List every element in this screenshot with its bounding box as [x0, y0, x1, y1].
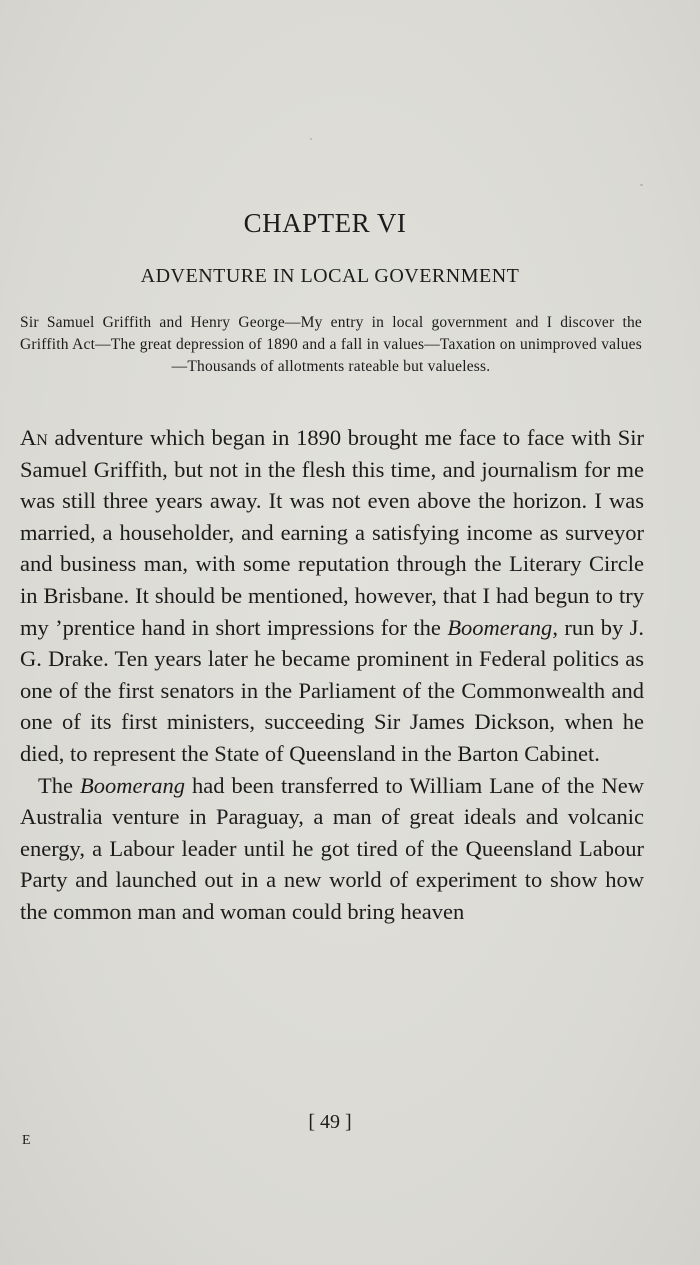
paragraph-2-start: The — [38, 772, 80, 798]
paper-speck — [310, 138, 312, 140]
paper-speck — [640, 184, 643, 186]
paragraph-1-text: adventure which began in 1890 brought me face to face with Sir Samuel Griffith, but not in the flesh this time, and journalism for me was still three years away. It was not even above the horizon. I was married, a householder, and earning a satisfying income as surveyor and business man, with some reputation through the Literary Circle in Brisbane. It should be mentioned, however, that I had begun to try my ’prentice hand in short impressions for the — [20, 425, 644, 640]
paragraph-1-italic: Boomerang — [447, 614, 553, 640]
paragraph-2-text: had been transferred to William Lane of the New Australia venture in Paraguay, a man of great ideals and volcanic energy, a Labour leader until he got tired of the Queensland Labour Party and launched out in a new world of experiment to show how the common man and woman could bring heaven — [20, 772, 644, 924]
paragraph-1-end: , run by J. G. Drake. Ten years later he became prominent in Federal politics as one of the first senators in the Parliament of the Commonwealth and one of its first ministers, succeeding Sir James Dickson, when he died, to represent the State of Queensland in the Barton Cabinet. — [20, 614, 644, 766]
page-number: [ 49 ] — [308, 1111, 352, 1133]
chapter-synopsis: Sir Samuel Griffith and Henry George—My entry in local government and I discover the Griffith Act—The great depression of 1890 and a fall in values—Taxation on unimproved values—Thousands of allotments rateable but valueless. — [20, 314, 642, 375]
drop-lead-word: An — [20, 425, 48, 450]
chapter-title: CHAPTER VI — [243, 208, 407, 238]
signature-mark: E — [22, 1133, 31, 1148]
paragraph-1 — [20, 422, 644, 770]
body-text — [20, 422, 644, 928]
paragraph-2 — [20, 770, 644, 928]
paragraph-2-italic: Boomerang — [79, 772, 185, 798]
chapter-subtitle: ADVENTURE IN LOCAL GOVERNMENT — [140, 265, 520, 287]
